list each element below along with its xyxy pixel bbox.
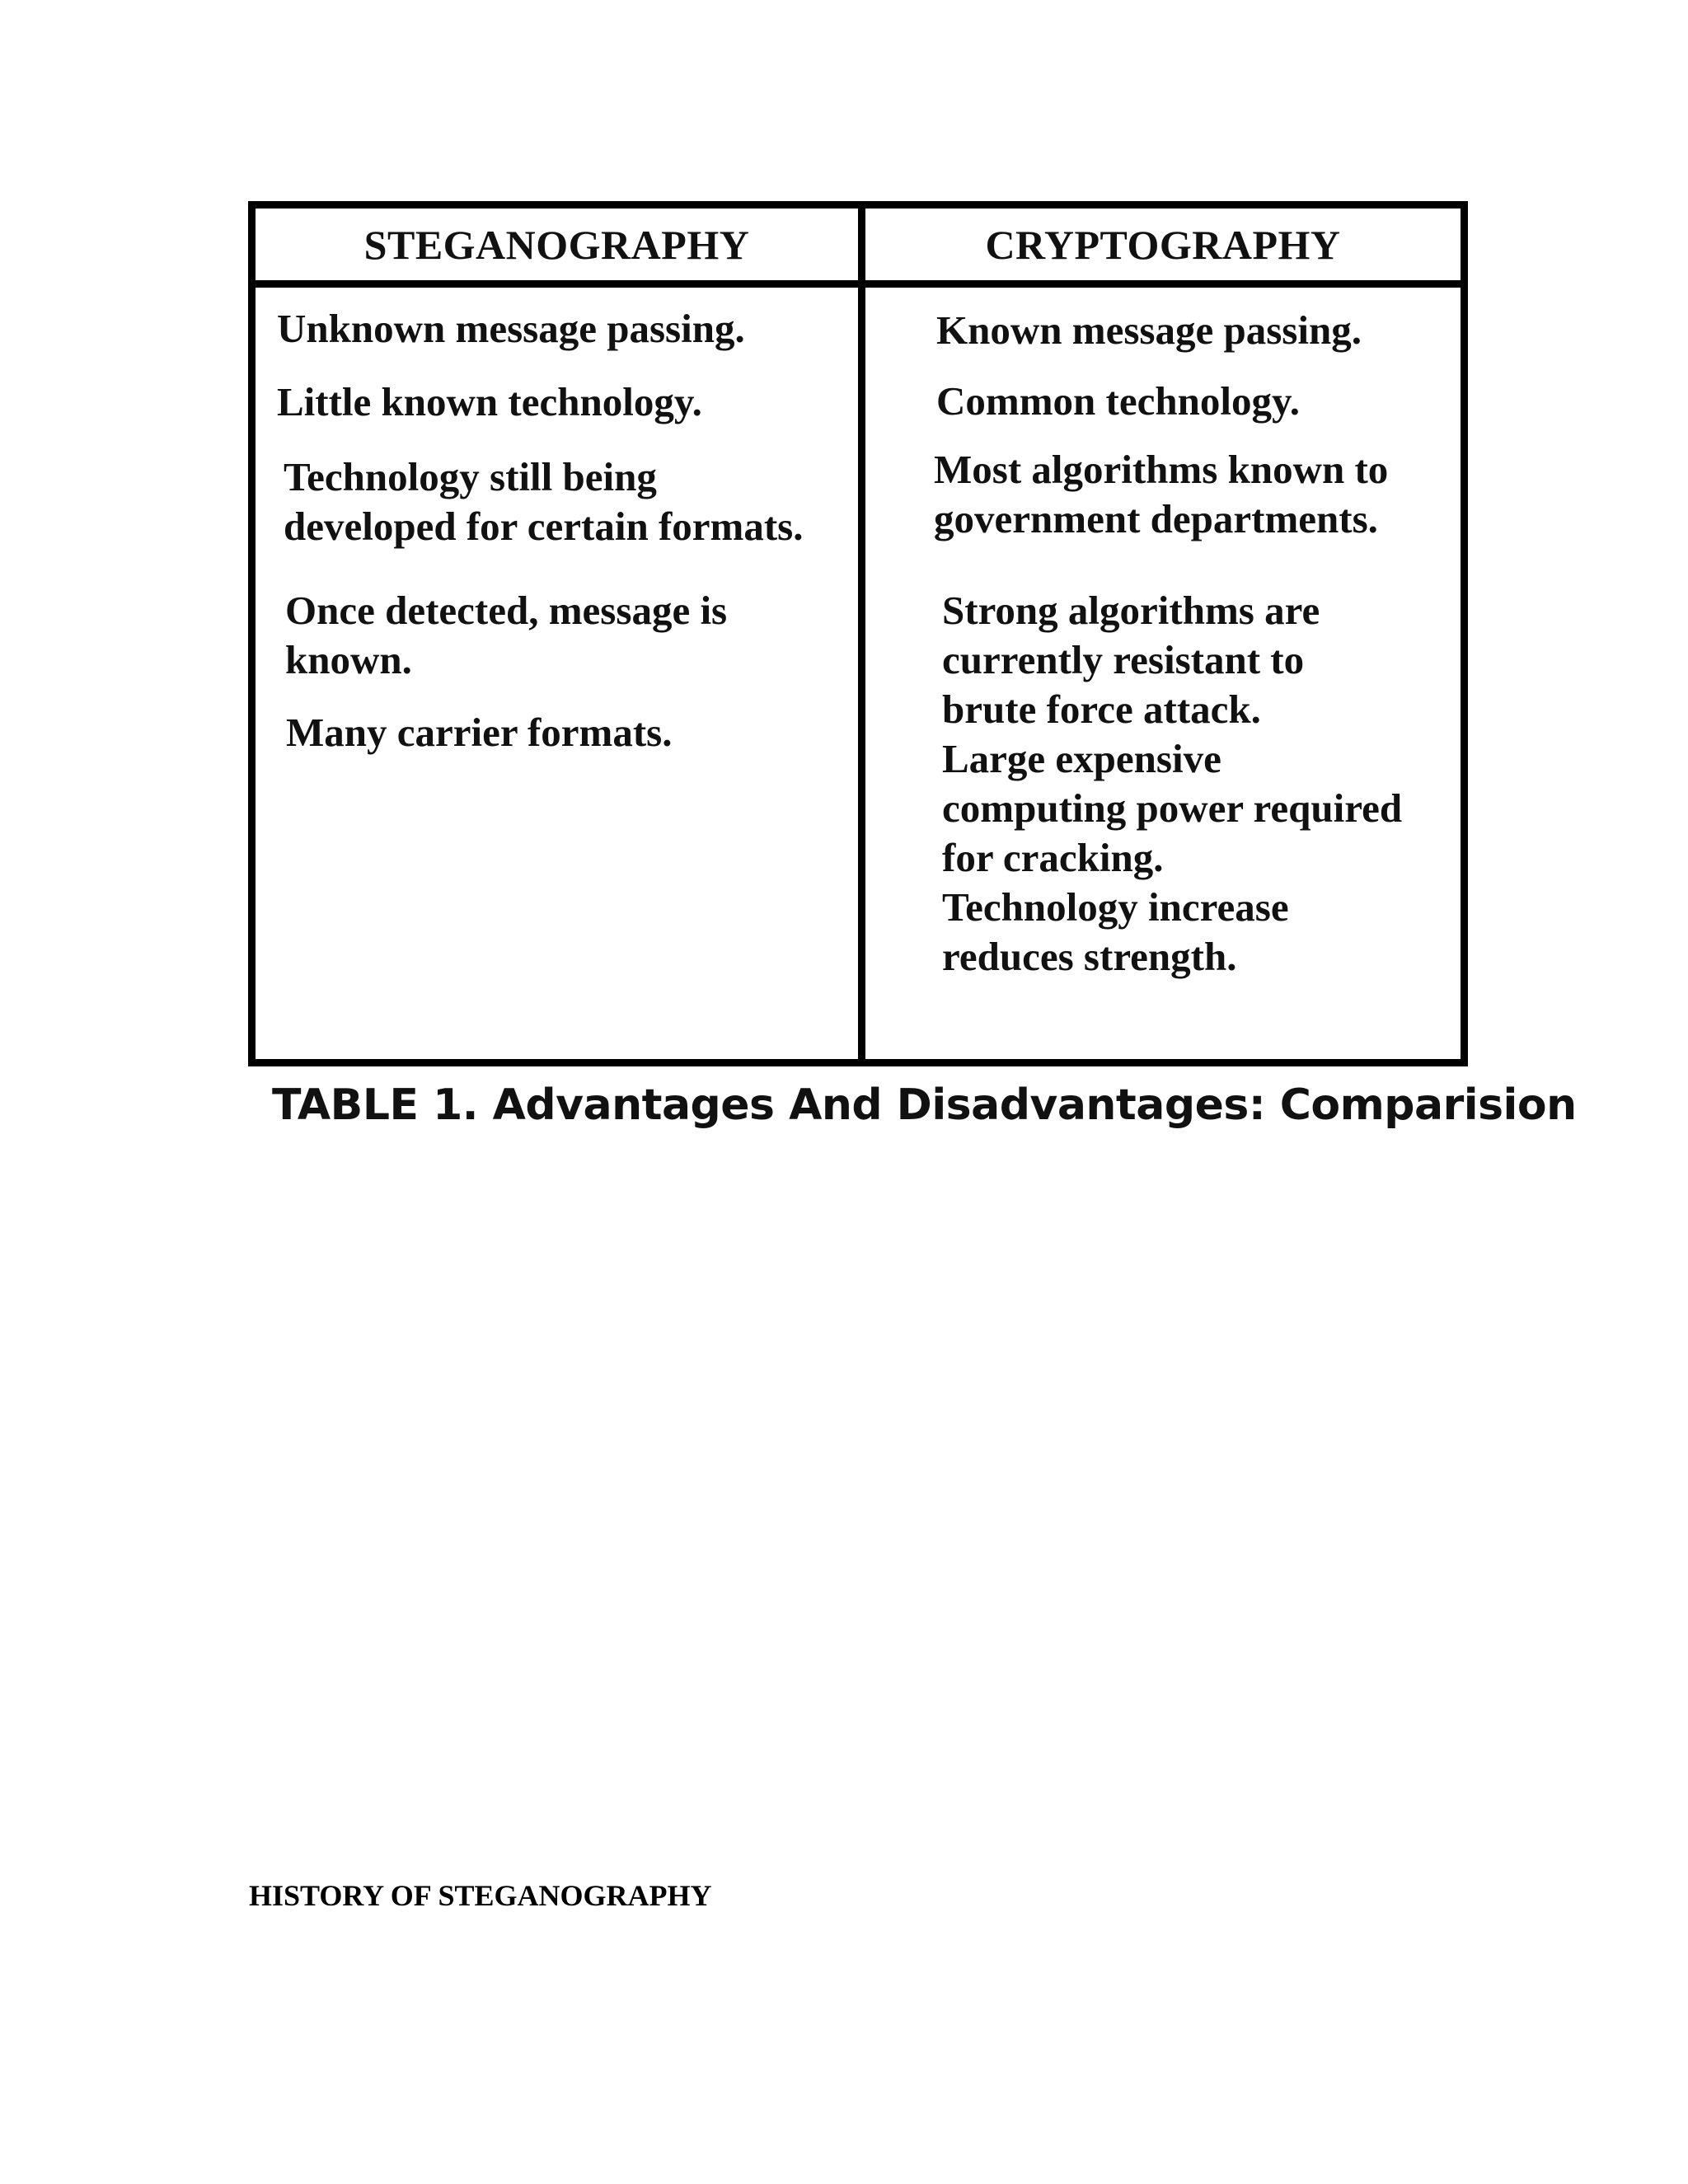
- crypto-item-strong-line6: for cracking.: [942, 835, 1164, 880]
- crypto-item-common-tech: Common technology.: [936, 378, 1300, 424]
- steg-item-once-detected-line2: known.: [285, 637, 412, 682]
- crypto-item-strong-line8: reduces strength.: [942, 934, 1237, 979]
- crypto-item-algorithms-line2: government departments.: [934, 496, 1378, 541]
- steg-item-unknown-message: Unknown message passing.: [277, 306, 745, 351]
- header-cryptography: CRYPTOGRAPHY: [985, 221, 1341, 268]
- section-heading: HISTORY OF STEGANOGRAPHY: [249, 1879, 712, 1912]
- table-column-divider: [858, 209, 865, 1059]
- header-steganography: STEGANOGRAPHY: [363, 221, 750, 268]
- steg-item-little-known-tech: Little known technology.: [277, 379, 702, 424]
- crypto-item-strong-line5: computing power required: [942, 785, 1403, 831]
- table-caption: TABLE 1. Advantages And Disadvantages: Comparision: [272, 1080, 1577, 1130]
- crypto-item-strong-line7: Technology increase: [942, 884, 1289, 930]
- crypto-item-strong-line2: currently resistant to: [942, 637, 1305, 682]
- table-header-divider: [256, 280, 1461, 288]
- crypto-item-strong-line4: Large expensive: [942, 736, 1221, 781]
- steg-item-tech-developing-line2: developed for certain formats.: [284, 504, 804, 549]
- steg-item-once-detected-line1: Once detected, message is: [285, 588, 728, 633]
- steg-item-carrier-formats: Many carrier formats.: [286, 710, 673, 755]
- comparison-table: [248, 201, 1468, 1066]
- crypto-item-strong-line3: brute force attack.: [942, 687, 1261, 732]
- crypto-item-strong-line1: Strong algorithms are: [942, 588, 1320, 633]
- crypto-item-known-message: Known message passing.: [936, 307, 1362, 353]
- crypto-item-algorithms-line1: Most algorithms known to: [934, 447, 1389, 492]
- steg-item-tech-developing-line1: Technology still being: [284, 454, 657, 499]
